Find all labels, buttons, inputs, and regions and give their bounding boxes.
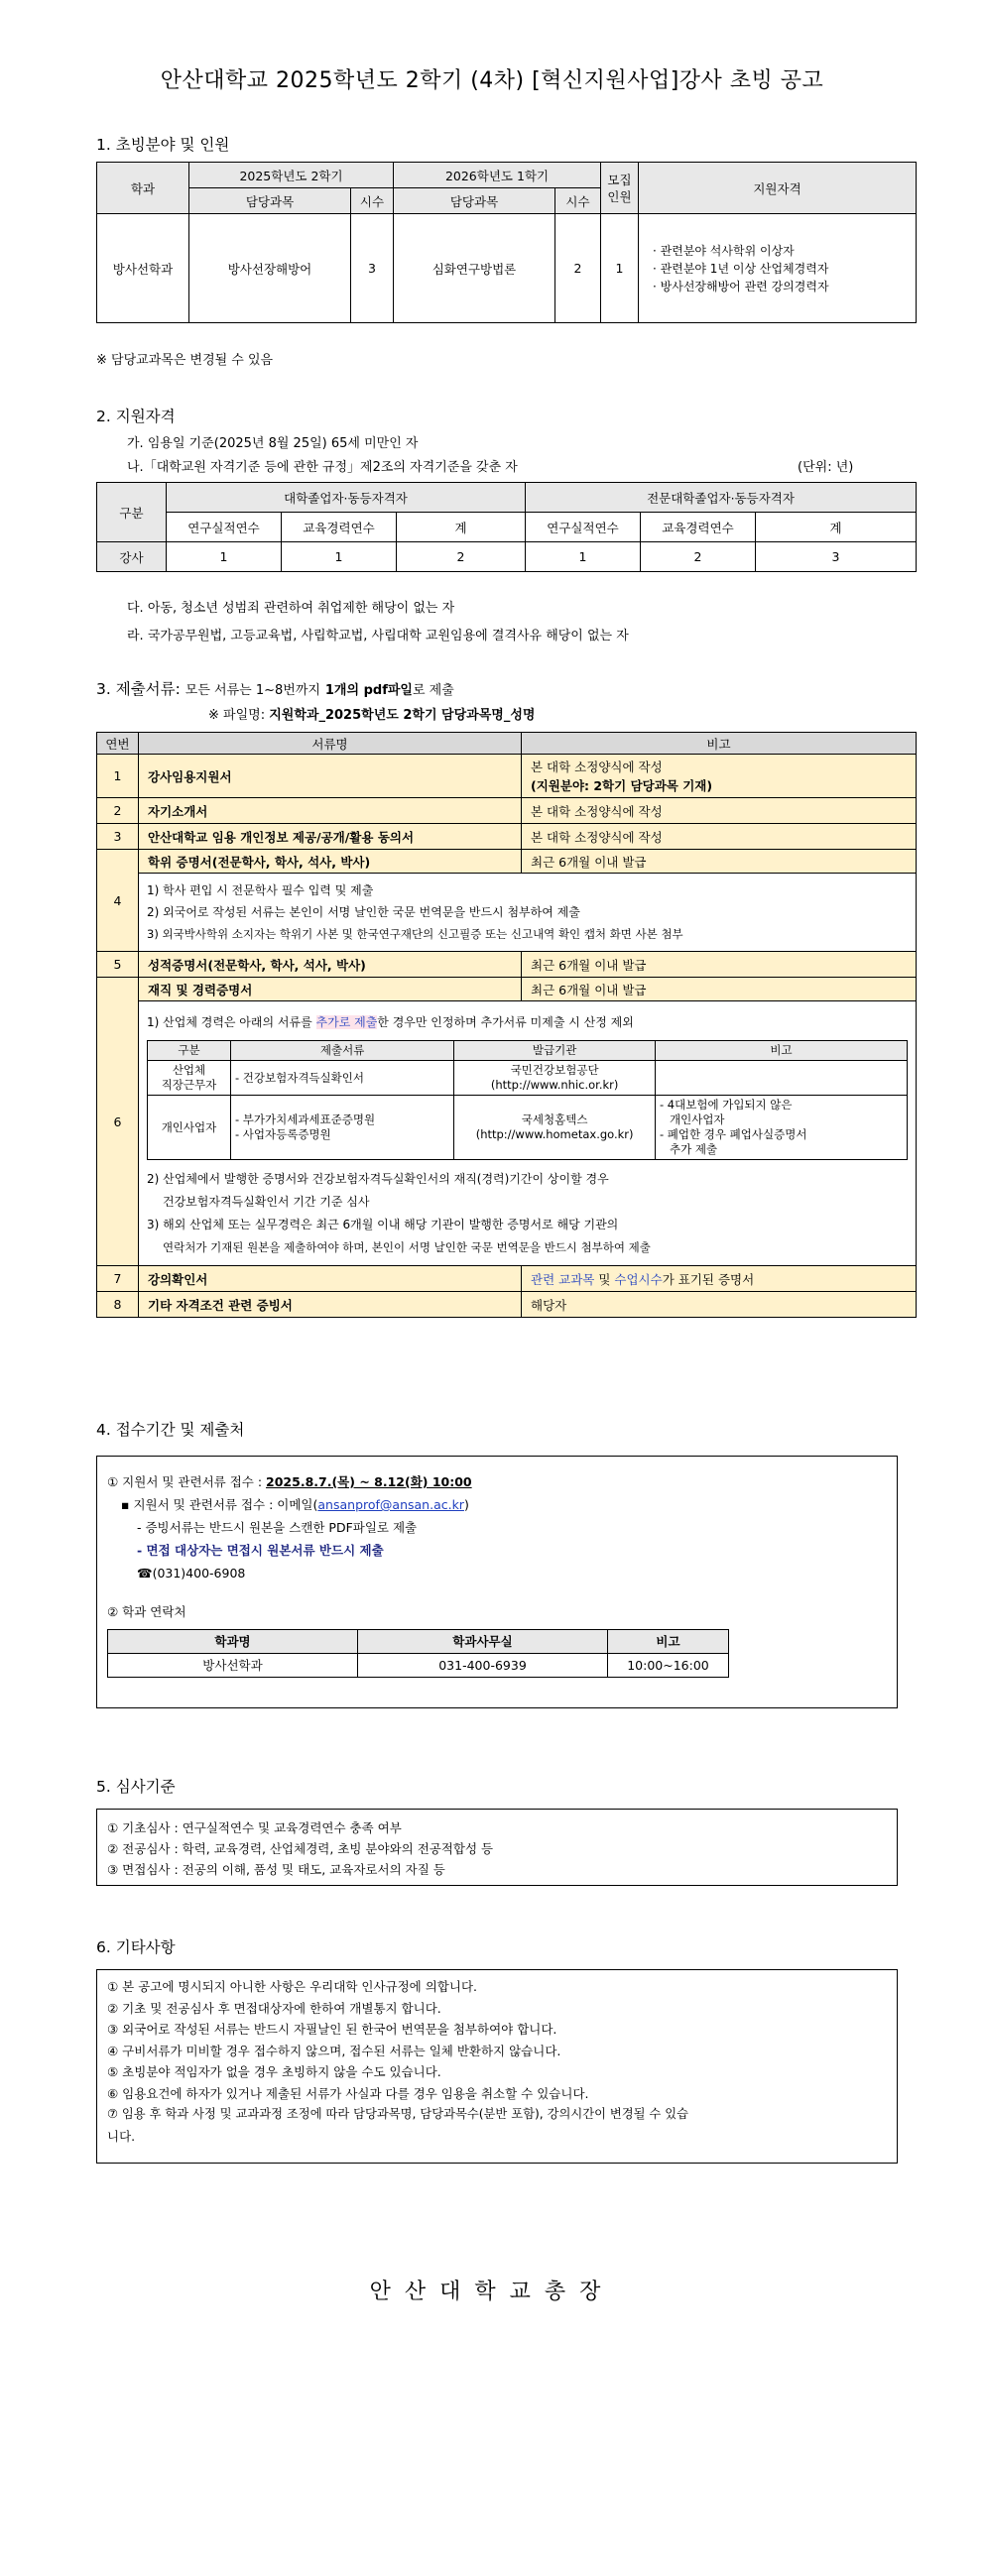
period-label: ① 지원서 및 관련서류 접수 : bbox=[107, 1474, 263, 1489]
period-dates: 2025.8.7.(목) ~ 8.12(화) 10:00 bbox=[266, 1474, 472, 1489]
doc-no: 2 bbox=[97, 798, 139, 824]
contact-header: 학과명 bbox=[108, 1630, 358, 1654]
qualification-table bbox=[96, 482, 917, 572]
doc-note bbox=[522, 1266, 917, 1292]
email-close: ) bbox=[463, 1497, 469, 1512]
header-course: 담당과목 bbox=[189, 188, 351, 214]
inner-cell bbox=[454, 1061, 656, 1096]
doc-name: 학위 증명서(전문학사, 학사, 석사, 박사) bbox=[139, 850, 522, 874]
doc-note bbox=[522, 755, 917, 798]
inner-cell: - 건강보험자격득실확인서 bbox=[230, 1061, 453, 1096]
detail-text: 1) 산업체 경력은 아래의 서류를 bbox=[147, 1015, 312, 1029]
doc-note: 본 대학 소정양식에 작성 bbox=[522, 824, 917, 850]
cell-course: 방사선장해방어 bbox=[189, 214, 351, 323]
qualification-line: · 방사선장해방어 관련 강의경력자 bbox=[653, 279, 829, 293]
unit-label: (단위: 년) bbox=[798, 460, 854, 475]
page-title: 안산대학교 2025학년도 2학기 (4차) [혁신지원사업]강사 초빙 공고 bbox=[160, 68, 824, 93]
header-hours-2026: 시수 bbox=[555, 188, 601, 214]
doc-note: 최근 6개월 이내 발급 bbox=[522, 978, 917, 1001]
cell-hours-2026: 2 bbox=[555, 214, 601, 323]
submission-box bbox=[96, 1456, 898, 1708]
contact-header: 비고 bbox=[608, 1630, 729, 1654]
detail-line: 3) 해외 산업체 또는 실무경력은 최근 6개월 이내 해당 기관이 발행한 증명서로 해당 기관의 bbox=[147, 1218, 619, 1231]
industry-docs-table bbox=[147, 1040, 908, 1160]
dept-contact-table bbox=[107, 1629, 729, 1678]
header-count: 모집 인원 bbox=[601, 163, 639, 214]
inner-cell bbox=[148, 1061, 231, 1096]
inner-cell bbox=[230, 1096, 453, 1160]
contact-phone-number: 031-400-6939 bbox=[358, 1654, 608, 1678]
pdf-rule: - 증빙서류는 반드시 원본을 스캔한 PDF파일로 제출 bbox=[137, 1520, 418, 1535]
header-sum: 계 bbox=[397, 513, 526, 542]
doc-name: 안산대학교 임용 개인정보 제공/공개/활용 동의서 bbox=[139, 824, 522, 850]
doc-no: 3 bbox=[97, 824, 139, 850]
qualification-line: · 관련분야 1년 이상 산업체경력자 bbox=[653, 261, 829, 276]
doc-note-part: 가 표기된 증명서 bbox=[662, 1271, 755, 1287]
heading-part: 1개의 pdf파일 bbox=[324, 683, 413, 698]
inner-cell: 개인사업자 bbox=[148, 1096, 231, 1160]
email-link[interactable]: ansanprof@ansan.ac.kr bbox=[317, 1497, 464, 1512]
cell-value: 1 bbox=[167, 542, 282, 572]
cell-qualification bbox=[639, 214, 917, 323]
dept-contact-label: ② 학과 연락처 bbox=[107, 1604, 186, 1619]
etc-box bbox=[96, 1969, 898, 2164]
contact-hours: 10:00~16:00 bbox=[608, 1654, 729, 1678]
etc-line: 니다. bbox=[107, 2128, 136, 2144]
heading-part: 로 제출 bbox=[412, 683, 454, 698]
qualification-ga: 가. 임용일 기준(2025년 8월 25일) 65세 미만인 자 bbox=[127, 436, 419, 451]
inner-line: - 폐업한 경우 폐업사실증명서 bbox=[660, 1127, 807, 1141]
header-research: 연구실적연수 bbox=[167, 513, 282, 542]
header-dept: 학과 bbox=[97, 163, 189, 214]
doc-name: 강의확인서 bbox=[139, 1266, 522, 1292]
doc-4-details bbox=[139, 874, 917, 952]
doc-note-part: 및 bbox=[598, 1271, 611, 1287]
doc-no: 8 bbox=[97, 1292, 139, 1318]
inner-line: 산업체 bbox=[172, 1063, 206, 1077]
inner-line: 개인사업자 bbox=[670, 1112, 725, 1126]
inner-line: (http://www.hometax.go.kr) bbox=[475, 1127, 634, 1141]
inner-line: 직장근무자 bbox=[161, 1078, 217, 1092]
contact-header: 학과사무실 bbox=[358, 1630, 608, 1654]
filename-label: ※ 파일명: bbox=[208, 708, 266, 723]
qualification-da: 다. 아동, 청소년 성범죄 관련하여 취업제한 해당이 없는 자 bbox=[127, 601, 455, 616]
inner-cell bbox=[454, 1096, 656, 1160]
etc-line: ① 본 공고에 명시되지 아니한 사항은 우리대학 인사규정에 의합니다. bbox=[107, 1979, 477, 1994]
qualification-line: · 관련분야 석사학위 이상자 bbox=[653, 243, 795, 258]
doc-note-part: 수업시수 bbox=[614, 1271, 663, 1287]
detail-line bbox=[147, 1011, 908, 1034]
filename-rule bbox=[208, 704, 535, 723]
filename-format: 지원학과_2025학년도 2학기 담당과목명_성명 bbox=[269, 708, 536, 723]
inner-line: - 부가가치세과세표준증명원 bbox=[234, 1112, 376, 1126]
doc-name: 자기소개서 bbox=[139, 798, 522, 824]
doc-no: 4 bbox=[97, 850, 139, 952]
header-sum-2: 계 bbox=[756, 513, 917, 542]
recruitment-table bbox=[96, 162, 917, 323]
inner-cell bbox=[656, 1096, 908, 1160]
etc-line: ③ 외국어로 작성된 서류는 반드시 자필날인 된 한국어 번역문을 첨부하여야 합니다. bbox=[107, 2022, 557, 2037]
cell-hours: 3 bbox=[351, 214, 394, 323]
doc-note-part: 관련 교과목 bbox=[531, 1271, 595, 1287]
etc-line: ④ 구비서류가 미비할 경우 접수하지 않으며, 접수된 서류는 일체 반환하지 않습니다. bbox=[107, 2043, 561, 2058]
cell-course-2026: 심화연구방법론 bbox=[394, 214, 555, 323]
inner-cell bbox=[656, 1061, 908, 1096]
header-course-2026: 담당과목 bbox=[394, 188, 555, 214]
doc-name: 재직 및 경력증명서 bbox=[139, 978, 522, 1001]
submission-period bbox=[107, 1470, 887, 1493]
inner-header: 비고 bbox=[656, 1041, 908, 1061]
inner-line: 국민건강보험공단 bbox=[510, 1063, 599, 1077]
course-change-note: ※ 담당교과목은 변경될 수 있음 bbox=[96, 353, 274, 368]
documents-table bbox=[96, 732, 917, 1318]
review-criteria-box bbox=[96, 1809, 898, 1886]
etc-line: ⑥ 임용요건에 하자가 있거나 제출된 서류가 사실과 다를 경우 임용을 취소할 수 있습니다. bbox=[107, 2085, 589, 2101]
heading-part: 모든 서류는 1~8번까지 bbox=[184, 683, 320, 698]
inner-line: 국세청홈텍스 bbox=[521, 1112, 588, 1126]
criteria-line: ② 전공심사 : 학력, 교육경력, 산업체경력, 초빙 분야와의 전공적합성 등 bbox=[107, 1841, 494, 1856]
inner-line: (http://www.nhic.or.kr) bbox=[490, 1078, 619, 1092]
inner-line: - 4대보험에 가입되지 않은 bbox=[660, 1098, 793, 1112]
detail-line: 1) 학사 편입 시 전문학사 필수 입력 및 제출 bbox=[147, 883, 374, 897]
heading-part: 3. 제출서류: bbox=[96, 680, 181, 698]
doc-note: 최근 6개월 이내 발급 bbox=[522, 952, 917, 978]
detail-line: 2) 산업체에서 발행한 증명서와 건강보험자격득실확인서의 재직(경력)기간이 상이할 경우 bbox=[147, 1172, 609, 1186]
criteria-line: ③ 면접심사 : 전공의 이해, 품성 및 태도, 교육자로서의 자질 등 bbox=[107, 1862, 445, 1877]
doc-no: 7 bbox=[97, 1266, 139, 1292]
detail-line: 3) 외국박사학위 소지자는 학위기 사본 및 한국연구재단의 신고필증 또는 신고내역 확인 캡처 화면 사본 첨부 bbox=[147, 927, 683, 941]
doc-note-line: (지원분야: 2학기 담당과목 기재) bbox=[531, 777, 713, 793]
header-teaching-2: 교육경력연수 bbox=[641, 513, 756, 542]
cell-count: 1 bbox=[601, 214, 639, 323]
interview-rule: - 면접 대상자는 면접시 원본서류 반드시 제출 bbox=[137, 1543, 384, 1558]
detail-line: 건강보험자격득실확인서 기간 기준 심사 bbox=[163, 1195, 370, 1209]
etc-line: ⑦ 임용 후 학과 사정 및 교과과정 조정에 따라 담당과목명, 담당과목수(분반 포함), 강의시간이 변경될 수 있습 bbox=[107, 2107, 688, 2121]
criteria-line: ① 기초심사 : 연구실적연수 및 교육경력연수 충족 여부 bbox=[107, 1820, 402, 1835]
inner-header: 구분 bbox=[148, 1041, 231, 1061]
section-5-heading: 5. 심사기준 bbox=[96, 1778, 176, 1796]
email-label: ▪ 지원서 및 관련서류 접수 : 이메일( bbox=[121, 1497, 318, 1512]
header-doc: 서류명 bbox=[139, 733, 522, 755]
section-6-heading: 6. 기타사항 bbox=[96, 1938, 176, 1956]
header-qualification: 지원자격 bbox=[639, 163, 917, 214]
detail-line: 2) 외국어로 작성된 서류는 본인이 서명 날인한 국문 번역문을 반드시 첨부하여 제출 bbox=[147, 905, 580, 919]
doc-note: 최근 6개월 이내 발급 bbox=[522, 850, 917, 874]
header-teaching: 교육경력연수 bbox=[282, 513, 397, 542]
doc-no: 6 bbox=[97, 978, 139, 1266]
header-2026: 2026학년도 1학기 bbox=[394, 163, 601, 188]
doc-name: 강사임용지원서 bbox=[139, 755, 522, 798]
doc-6-details bbox=[139, 1001, 917, 1266]
header-no: 연번 bbox=[97, 733, 139, 755]
doc-note: 본 대학 소정양식에 작성 bbox=[522, 798, 917, 824]
header-gubun: 구분 bbox=[97, 483, 167, 542]
doc-no: 5 bbox=[97, 952, 139, 978]
cell-value: 3 bbox=[756, 542, 917, 572]
doc-note: 해당자 bbox=[522, 1292, 917, 1318]
inner-line: - 사업자등록증명원 bbox=[234, 1127, 331, 1141]
row-label: 강사 bbox=[97, 542, 167, 572]
header-hours: 시수 bbox=[351, 188, 394, 214]
doc-note-line: 본 대학 소정양식에 작성 bbox=[531, 759, 663, 774]
cell-value: 1 bbox=[526, 542, 641, 572]
section-2-heading: 2. 지원자격 bbox=[96, 408, 176, 425]
detail-line: 연락처가 기재된 원본을 제출하여야 하며, 본인이 서명 날인한 국문 번역문을 반드시 첨부하여 제출 bbox=[163, 1240, 651, 1254]
etc-line: ⑤ 초빙분야 적임자가 없을 경우 초빙하지 않을 수도 있습니다. bbox=[107, 2064, 441, 2079]
doc-name: 기타 자격조건 관련 증빙서 bbox=[139, 1292, 522, 1318]
inner-line: 추가 제출 bbox=[670, 1142, 718, 1156]
header-univ: 대학졸업자·동등자격자 bbox=[167, 483, 526, 513]
inner-header: 제출서류 bbox=[230, 1041, 453, 1061]
cell-value: 2 bbox=[397, 542, 526, 572]
header-college: 전문대학졸업자·동등자격자 bbox=[526, 483, 917, 513]
contact-phone: ☎(031)400-6908 bbox=[137, 1566, 246, 1581]
header-research-2: 연구실적연수 bbox=[526, 513, 641, 542]
header-2025: 2025학년도 2학기 bbox=[189, 163, 394, 188]
doc-name: 성적증명서(전문학사, 학사, 석사, 박사) bbox=[139, 952, 522, 978]
section-3-heading bbox=[96, 677, 454, 699]
doc-no: 1 bbox=[97, 755, 139, 798]
section-4-heading: 4. 접수기간 및 제출처 bbox=[96, 1421, 245, 1439]
cell-dept: 방사선학과 bbox=[97, 214, 189, 323]
cell-value: 1 bbox=[282, 542, 397, 572]
footer-signature: 안산대학교총장 bbox=[369, 2280, 615, 2304]
contact-dept: 방사선학과 bbox=[108, 1654, 358, 1678]
section-1-heading: 1. 초빙분야 및 인원 bbox=[96, 136, 230, 154]
qualification-na: 나.「대학교원 자격기준 등에 관한 규정」제2조의 자격기준을 갖춘 자 bbox=[127, 460, 518, 475]
qualification-ra: 라. 국가공무원법, 고등교육법, 사립학교법, 사립대학 교원임용에 결격사유 해당이 없는 자 bbox=[127, 629, 629, 644]
submission-email bbox=[107, 1493, 887, 1516]
etc-line: ② 기초 및 전공심사 후 면접대상자에 한하여 개별통지 합니다. bbox=[107, 2000, 441, 2016]
header-note: 비고 bbox=[522, 733, 917, 755]
detail-text: 한 경우만 인정하며 추가서류 미제출 시 산정 제외 bbox=[377, 1015, 634, 1029]
inner-header: 발급기관 bbox=[454, 1041, 656, 1061]
detail-highlight: 추가로 제출 bbox=[315, 1015, 378, 1029]
cell-value: 2 bbox=[641, 542, 756, 572]
